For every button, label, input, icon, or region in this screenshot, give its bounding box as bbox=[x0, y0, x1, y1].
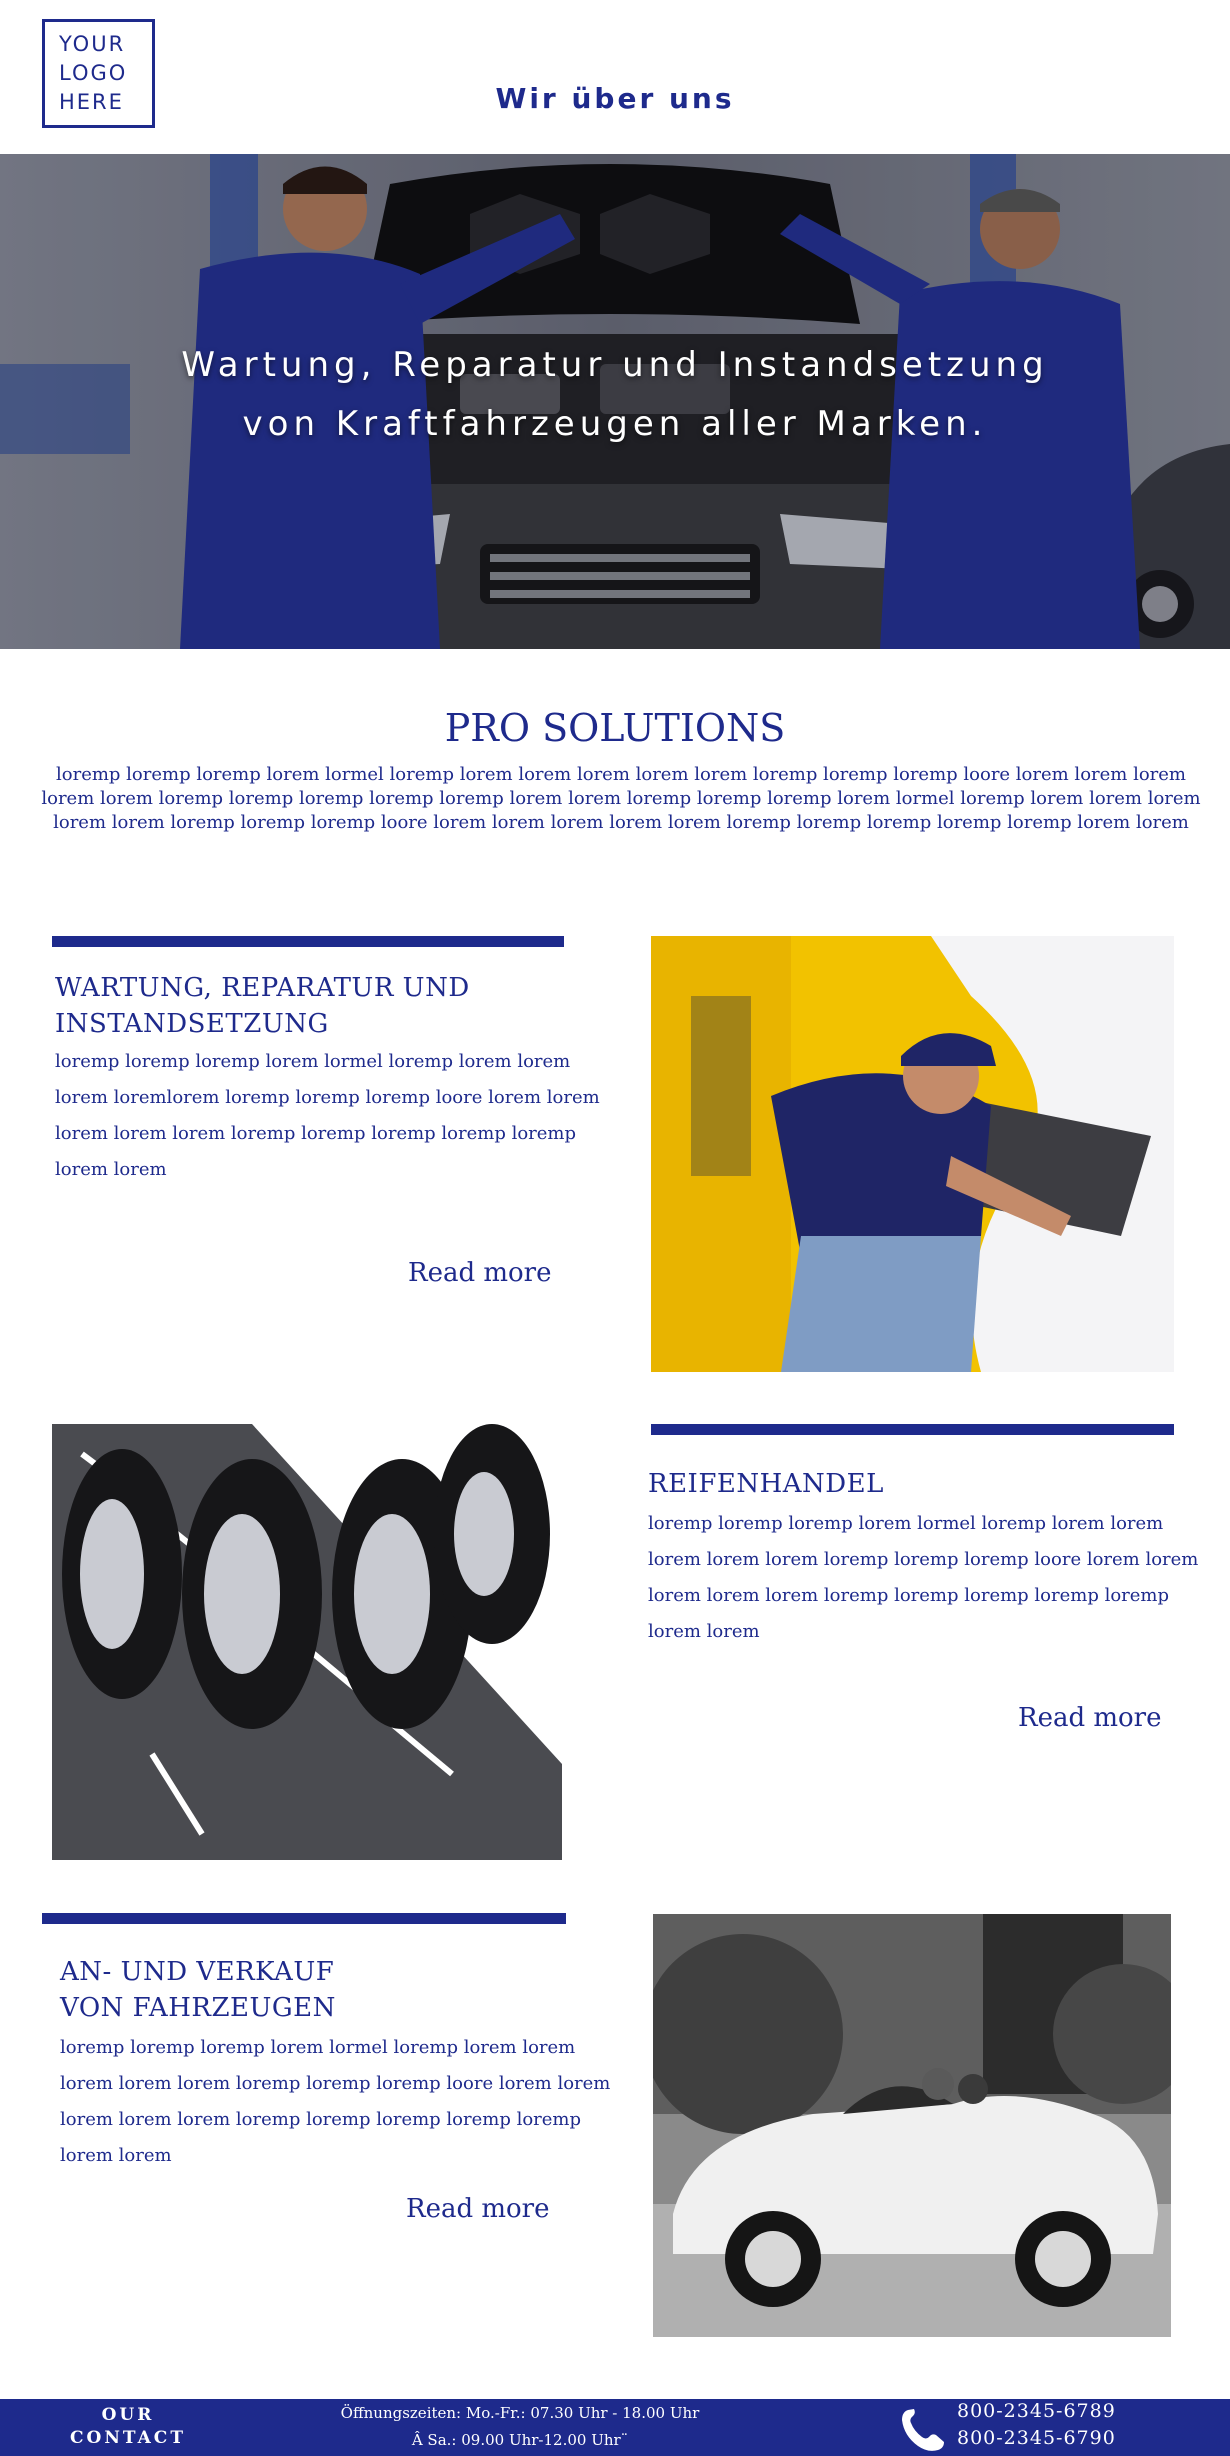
logo-line-3: HERE bbox=[59, 90, 124, 114]
section-text-an-und-verkauf: loremp loremp loremp lorem lormel loremp lorem lorem lorem lorem lorem loremp loremp loremp loore lorem lorem lorem lorem lorem loremp loremp loremp loremp loremp lorem lorem bbox=[60, 2037, 611, 2166]
opening-hours-weekdays: Öffnungszeiten: Mo.-Fr.: 07.30 Uhr - 18.00 Uhr bbox=[340, 2404, 700, 2422]
read-more-link-reifenhandel[interactable]: Read more bbox=[1018, 1703, 1162, 1733]
hero-headline-line-2: von Kraftfahrzeugen aller Marken. bbox=[242, 404, 988, 444]
hero-banner bbox=[0, 154, 1230, 649]
mechanic-photo bbox=[651, 936, 1174, 1372]
footer bbox=[0, 2399, 1230, 2456]
section-accent-bar bbox=[42, 1913, 566, 1924]
section-title-wartung: WARTUNG, REPARATUR UND INSTANDSETZUNG bbox=[55, 973, 470, 1039]
nav-link-about-us[interactable]: Wir über uns bbox=[495, 82, 735, 115]
footer-contact-heading bbox=[66, 2404, 190, 2450]
intro-paragraph: loremp loremp loremp lorem lormel loremp lorem lorem lorem lorem lorem loremp loremp loremp loore lorem lorem lorem lorem lorem loremp loremp loremp loremp loremp lorem lorem loremp loremp loremp lorem lormel loremp lorem lorem lorem lorem lorem loremp loremp loremp loore lorem lorem lorem lorem lorem loremp loremp loremp loremp loremp lorem lorem bbox=[41, 764, 1201, 833]
section-accent-bar bbox=[52, 936, 564, 947]
read-more-link-an-und-verkauf[interactable]: Read more bbox=[406, 2194, 550, 2224]
section-text-reifenhandel: loremp loremp loremp lorem lormel loremp lorem lorem lorem lorem lorem loremp loremp loremp loore lorem lorem lorem lorem lorem loremp loremp loremp loremp loremp lorem lorem bbox=[648, 1513, 1199, 1642]
logo-line-2: LOGO bbox=[59, 61, 128, 85]
section-title-pro-solutions: PRO SOLUTIONS bbox=[444, 706, 786, 750]
section-title-an-und-verkauf: AN- UND VERKAUF VON FAHRZEUGEN bbox=[60, 1957, 336, 2023]
hero-mechanics-photo bbox=[0, 154, 1230, 649]
vintage-car-photo bbox=[653, 1914, 1171, 2337]
opening-hours-saturday: Â Sa.: 09.00 Uhr-12.00 Uhr¨ bbox=[411, 2431, 629, 2449]
phone-icon bbox=[898, 2406, 948, 2454]
tires-photo bbox=[52, 1424, 562, 1860]
section-text-wartung: loremp loremp loremp lorem lormel loremp lorem lorem lorem loremlorem loremp loremp loremp loore lorem lorem lorem lorem lorem loremp loremp loremp loremp loremp lorem lorem bbox=[55, 1051, 600, 1180]
hero-headline-line-1: Wartung, Reparatur und Instandsetzung bbox=[181, 345, 1049, 385]
section-title-reifenhandel: REIFENHANDEL bbox=[648, 1469, 884, 1499]
logo-line-1: YOUR bbox=[59, 32, 126, 56]
read-more-link-wartung[interactable]: Read more bbox=[408, 1258, 552, 1288]
section-accent-bar bbox=[651, 1424, 1174, 1435]
phone-number-1[interactable]: 800-2345-6789 bbox=[957, 2400, 1116, 2422]
phone-number-2[interactable]: 800-2345-6790 bbox=[957, 2427, 1116, 2449]
footer-contact-line-1: OUR bbox=[101, 2405, 155, 2425]
footer-contact-line-2: CONTACT bbox=[70, 2428, 186, 2448]
